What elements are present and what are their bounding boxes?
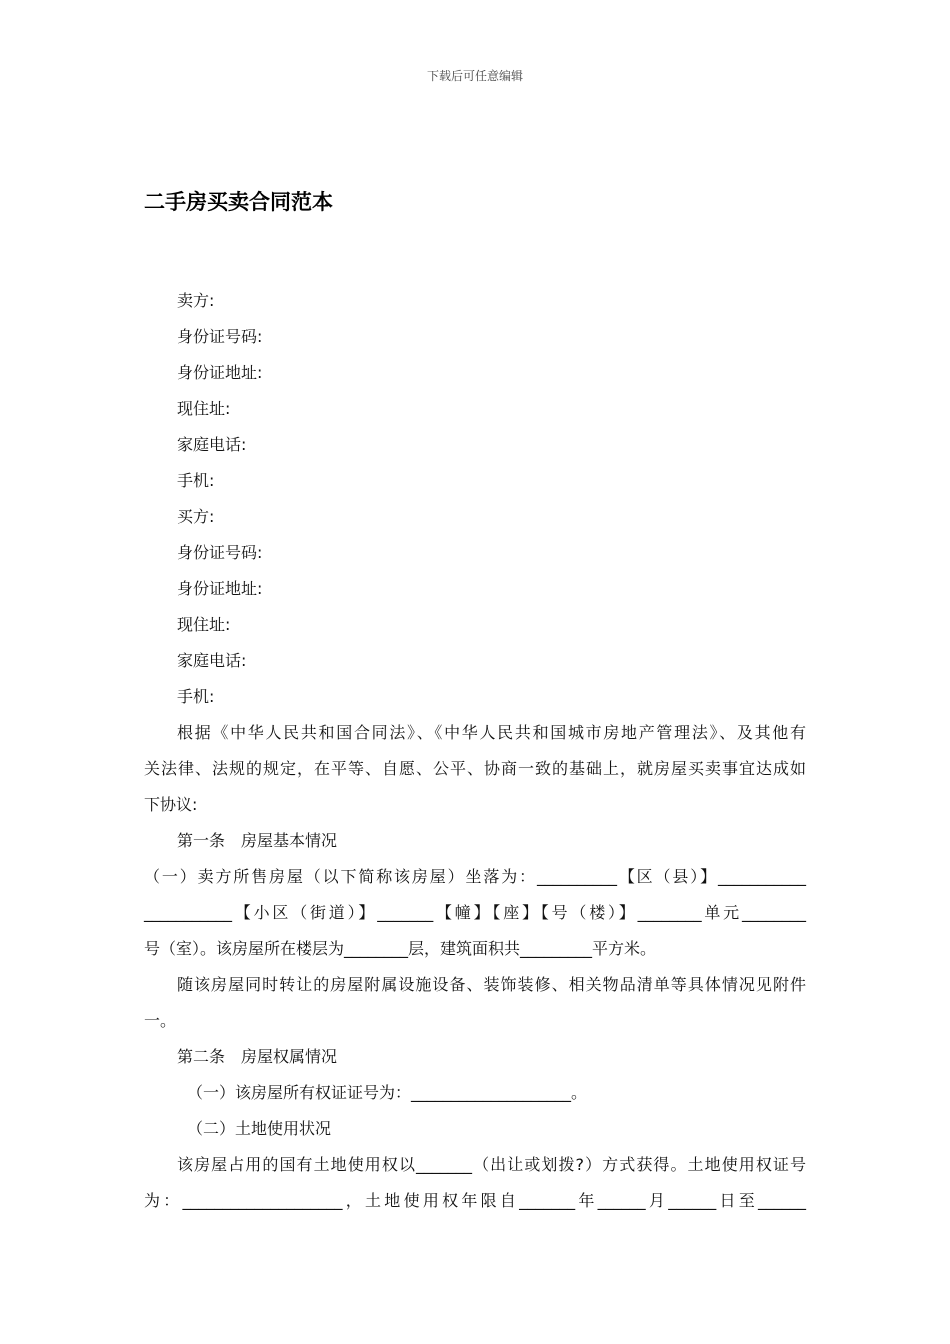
article-2-heading: 第二条 房屋权属情况 [177, 1047, 338, 1066]
buyer-label: 买方: [177, 507, 215, 526]
article-2-clause-1: （一）该房屋所有权证证号为：____________________。 [187, 1083, 588, 1102]
seller-id-address: 身份证地址: [177, 363, 263, 382]
header-note: 下载后可任意编辑 [426, 69, 523, 83]
article-1-attachment-line-1: 随该房屋同时转让的房屋附属设施设备、装饰装修、相关物品清单等具体情况见附件 [177, 975, 806, 994]
article-2-clause-2: （二）土地使用状况 [187, 1119, 332, 1138]
buyer-id-address: 身份证地址: [177, 579, 263, 598]
article-1-heading: 第一条 房屋基本情况 [177, 831, 338, 850]
article-1-clause-1-line-1: （一）卖方所售房屋（以下简称该房屋）坐落为：__________【区（县）】___________ [144, 867, 806, 886]
page-title: 二手房买卖合同范本 [144, 190, 333, 214]
preamble-line-1: 根据《中华人民共和国合同法》、《中华人民共和国城市房地产管理法》、及其他有 [177, 723, 806, 742]
buyer-id-number: 身份证号码: [177, 543, 263, 562]
contract-body [144, 283, 806, 1219]
seller-current-address: 现住址: [177, 399, 231, 418]
preamble-line-3: 下协议: [144, 795, 198, 814]
preamble-line-2: 关法律、法规的规定，在平等、自愿、公平、协商一致的基础上，就房屋买卖事宜达成如 [144, 759, 806, 778]
seller-home-phone: 家庭电话: [177, 435, 247, 454]
seller-id-number: 身份证号码: [177, 327, 263, 346]
buyer-home-phone: 家庭电话: [177, 651, 247, 670]
seller-label: 卖方: [177, 291, 215, 310]
seller-mobile: 手机: [177, 471, 215, 490]
article-2-land-line-1: 该房屋占用的国有土地使用权以_______（出让或划拨?）方式获得。土地使用权证号 [177, 1155, 806, 1174]
article-1-attachment-line-2: 一。 [144, 1011, 177, 1030]
article-2-land-line-2: 为：____________________，土地使用权年限自_______年______月______日至______ [144, 1191, 806, 1210]
buyer-mobile: 手机: [177, 687, 215, 706]
article-1-clause-1-line-3: 号（室）。该房屋所在楼层为________层，建筑面积共_________平方米。 [144, 939, 657, 958]
buyer-current-address: 现住址: [177, 615, 231, 634]
article-1-clause-1-line-2: ___________【小区（街道）】_______【幢】【座】【号（楼）】________单元________ [144, 903, 806, 922]
